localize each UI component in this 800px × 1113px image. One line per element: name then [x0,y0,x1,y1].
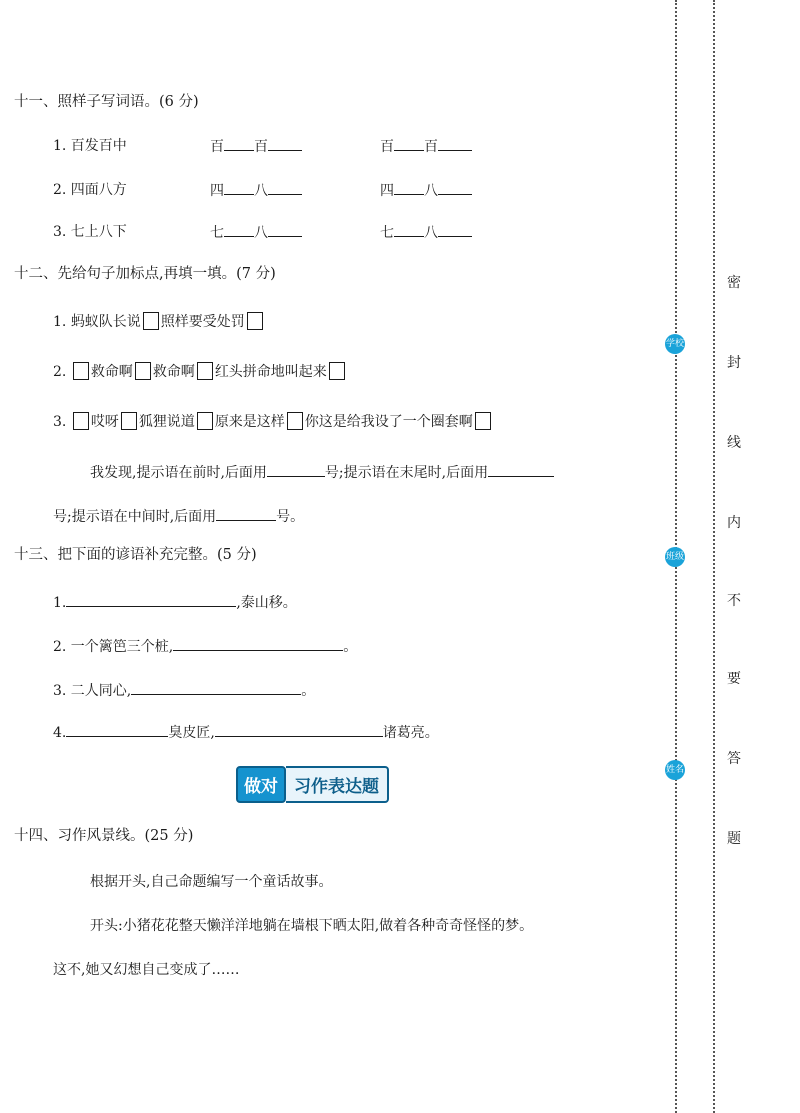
blank[interactable] [66,592,236,607]
text: 红头拼命地叫起来 [214,364,327,380]
blank[interactable] [216,506,276,521]
text: 2. 一个篱笆三个桩, [53,639,174,655]
margin-circle-label: 学校 [665,334,685,354]
q12-fill-line-1 [90,462,554,483]
text: 哎呀 [90,414,119,430]
q14-opening: 开头:小猪花花整天懒洋洋地躺在墙根下晒太阳,做着各种奇奇怪怪的梦。 [90,918,534,934]
text: 诸葛亮。 [382,725,439,741]
blank[interactable] [438,222,472,237]
q11-example: 1. 百发百中 [53,138,127,154]
text: ,泰山移。 [236,595,297,611]
seal-notice-char: 要 [727,671,741,687]
q11-example: 2. 四面八方 [53,182,127,198]
margin-circle-label: 班级 [665,547,685,567]
q13-title: 十三、把下面的谚语补充完整。(5 分) [14,547,257,563]
punct-box[interactable] [73,362,89,380]
q13-line-4 [53,722,439,743]
blank[interactable] [224,136,254,151]
blank[interactable] [268,136,302,151]
item-number: 1. [53,314,67,330]
text: 臭皮匠, [168,725,215,741]
punct-box[interactable] [143,312,159,330]
char: 百 [424,139,438,155]
q14-instruction: 根据开头,自己命题编写一个童话故事。 [90,874,333,890]
text: 蚂蚁队长说 [70,314,141,330]
punct-box[interactable] [121,412,137,430]
q12-sentence-1 [53,312,265,332]
q11-answer-a [210,180,302,201]
punct-box[interactable] [197,362,213,380]
char: 八 [424,183,438,199]
punct-box[interactable] [197,412,213,430]
seal-notice-char: 封 [727,355,741,371]
punct-box[interactable] [287,412,303,430]
text: 我发现,提示语在前时,后面用 [90,465,267,481]
q11-answer-b [380,180,472,201]
char: 四 [210,183,224,199]
q14-opening-continued: 这不,她又幻想自己变成了…… [53,962,240,978]
seal-notice-char: 题 [727,831,741,847]
punct-box[interactable] [73,412,89,430]
q11-answer-b [380,136,472,157]
text: 。 [301,683,316,699]
seal-notice-char: 内 [727,515,741,531]
blank[interactable] [224,180,254,195]
text: 原来是这样 [214,414,285,430]
cut-line-right [713,0,715,1113]
banner-part-2: 习作表达题 [286,766,389,803]
punct-box[interactable] [135,362,151,380]
blank[interactable] [438,136,472,151]
q13-line-3 [53,680,315,701]
blank[interactable] [215,722,383,737]
punct-box[interactable] [329,362,345,380]
text: 你这是给我设了一个圈套啊 [304,414,473,430]
text: 号。 [276,509,305,525]
char: 八 [254,183,268,199]
margin-circle-label: 姓名 [665,760,685,780]
banner-part-1: 做对 [236,766,286,803]
text: 。 [343,639,358,655]
q13-line-2 [53,636,357,657]
seal-notice-char: 密 [727,275,741,291]
item-number: 1. [53,595,67,611]
char: 七 [210,225,224,241]
blank[interactable] [438,180,472,195]
char: 百 [210,139,224,155]
char: 百 [254,139,268,155]
blank[interactable] [394,180,424,195]
char: 四 [380,183,394,199]
item-number: 4. [53,725,67,741]
item-number: 2. [53,364,67,380]
blank[interactable] [488,462,554,477]
q11-example: 3. 七上八下 [53,224,127,240]
blank[interactable] [268,180,302,195]
text: 3. 二人同心, [53,683,132,699]
text: 号;提示语在末尾时,后面用 [324,465,489,481]
blank[interactable] [394,222,424,237]
blank[interactable] [267,462,325,477]
text: 照样要受处罚 [160,314,245,330]
text: 救命啊 [90,364,133,380]
q11-title: 十一、照样子写词语。(6 分) [14,94,199,110]
q12-sentence-3 [53,412,493,432]
q13-line-1 [53,592,297,613]
text: 救命啊 [152,364,195,380]
char: 七 [380,225,394,241]
q11-answer-a [210,222,302,243]
char: 百 [380,139,394,155]
q11-answer-a [210,136,302,157]
q12-title: 十二、先给句子加标点,再填一填。(7 分) [14,266,276,282]
q11-answer-b [380,222,472,243]
seal-notice-char: 不 [727,593,741,609]
blank[interactable] [394,136,424,151]
blank[interactable] [224,222,254,237]
blank[interactable] [173,636,343,651]
seal-notice-char: 线 [727,435,741,451]
q14-title: 十四、习作风景线。(25 分) [14,828,194,844]
blank[interactable] [131,680,301,695]
item-number: 3. [53,414,67,430]
q12-sentence-2 [53,362,347,382]
punct-box[interactable] [475,412,491,430]
punct-box[interactable] [247,312,263,330]
char: 八 [424,225,438,241]
section-banner [236,767,389,801]
text: 号;提示语在中间时,后面用 [53,509,217,525]
seal-notice-char: 答 [727,751,741,767]
text: 狐狸说道 [138,414,195,430]
char: 八 [254,225,268,241]
blank[interactable] [66,722,168,737]
q12-fill-line-2 [53,506,304,527]
blank[interactable] [268,222,302,237]
